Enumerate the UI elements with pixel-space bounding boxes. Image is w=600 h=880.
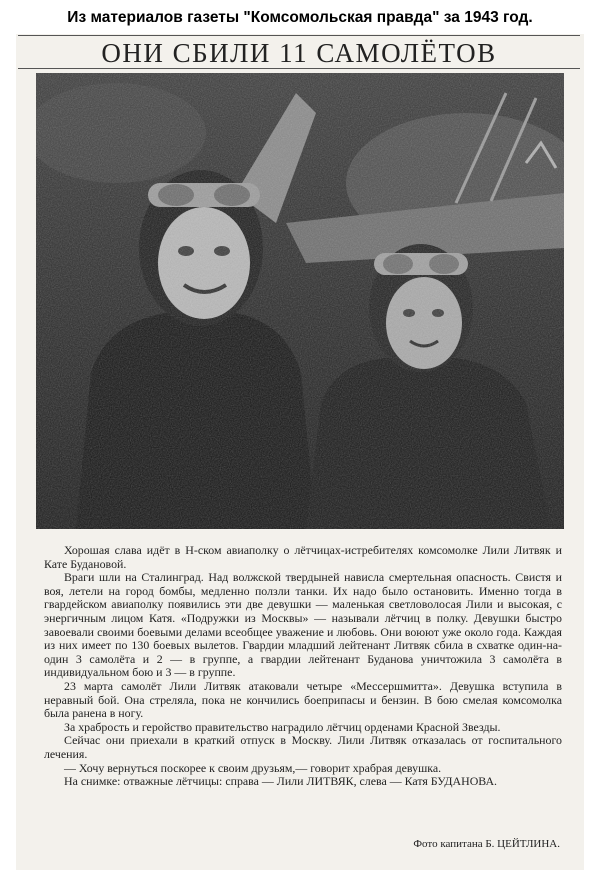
source-note: Из материалов газеты "Комсомольская правда" за 1943 год. <box>67 9 533 26</box>
paragraph-caption: На снимке: отважные лётчицы: справа — Лили ЛИТВЯК, слева — Катя БУДАНОВА. <box>64 774 498 789</box>
paragraph-quote: — Хочу вернуться поскорее к своим друзьям,— говорит храбрая девушка. <box>64 760 442 775</box>
paragraph-stalingrad: Враги шли на Сталинград. Над волжской твердыней нависла смертельная опасность. Свистя и воя, летели на город бомбы, медленно ползли танки. Их надо было остановить. Именно тогда в гвардейском авиаполку появились эти две девушки — маленькая светловолосая Лили и высокая, с энергичным лицом Катя. «Подружки из Москвы» — называли лётчиц в полку. Девушки быстро завоевали своими боевыми делами всеобщее уважение и любовь. Они воюют уже около года. Каждая из них имеет по 130 боевых вылетов. Гвардии младший лейтенант Литвяк сбила в схватке один-на-один 3 самолёта и 2 — в группе, а гвардии лейтенант Буданова уничтожила 3 самолёта в индивидуальном бою и 3 — в группе. <box>44 570 562 680</box>
photo-pilots <box>36 73 564 529</box>
top-rule <box>18 35 580 36</box>
paragraph-intro: Хорошая слава идёт в Н-ском авиаполку о лётчицах-истребителях комсомолке Лили Литвяк и Кате Будановой. <box>44 543 562 571</box>
paragraph-awards: За храбрость и геройство правительство наградило лётчиц орденами Красной Звезды. <box>64 719 501 734</box>
paragraph-leave: Сейчас они приехали в краткий отпуск в Москву. Лили Литвяк отказалась от госпитального лечения. <box>44 733 562 761</box>
photo-credit: Фото капитана Б. ЦЕЙТЛИНА. <box>413 838 560 850</box>
article-body <box>44 544 562 789</box>
paragraph-battle: 23 марта самолёт Лили Литвяк атаковали четыре «Мессершмитта». Девушка вступила в неравный бой. Она стреляла, пока не кончились боеприпасы и бензин. В бою смелая комсомолка была ранена в ногу. <box>44 678 562 721</box>
headline: ОНИ СБИЛИ 11 САМОЛЁТОВ <box>101 38 497 68</box>
